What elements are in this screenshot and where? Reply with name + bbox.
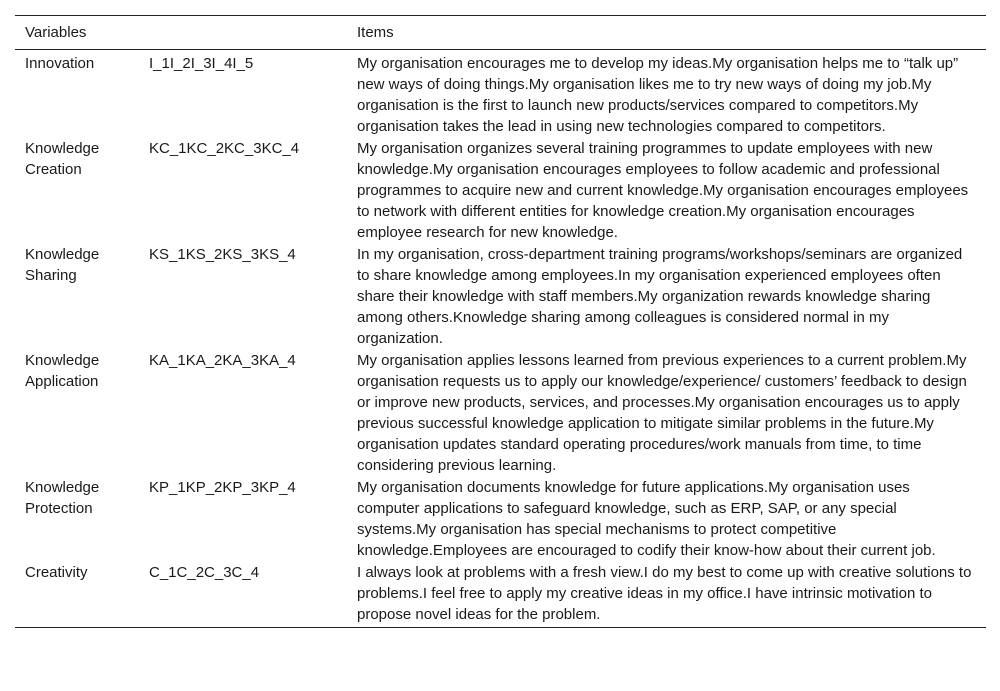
variable-cell: Knowledge Protection	[25, 479, 100, 517]
variable-cell: Knowledge Application	[25, 352, 100, 390]
table-row	[15, 137, 986, 243]
table-row	[15, 50, 986, 138]
table-row	[15, 349, 986, 476]
table-row	[15, 561, 986, 628]
code-cell: KC_1KC_2KC_3KC_4	[149, 140, 300, 157]
variable-cell: Knowledge Creation	[25, 140, 100, 178]
variable-cell: Innovation	[25, 55, 95, 72]
code-cell: I_1I_2I_3I_4I_5	[149, 55, 254, 72]
header-codes	[139, 16, 347, 50]
items-cell: My organisation applies lessons learned from previous experiences to a current problem.My organisation requests us to apply our knowledge/experience/ customers’ feedback to design or improve new products, services, and processes.My organisation encourages us to apply previous successful knowledge application to mitigate similar problems in the future.My organisation updates standard operating procedures/work manuals from time, to time considering previous learning.	[357, 352, 967, 474]
code-cell: KA_1KA_2KA_3KA_4	[149, 352, 296, 369]
code-cell: KS_1KS_2KS_3KS_4	[149, 246, 296, 263]
header-items: Items	[347, 16, 986, 50]
items-cell: I always look at problems with a fresh view.I do my best to come up with creative solutions to problems.I feel free to apply my creative ideas in my office.I have intrinsic motivation to propose novel ideas for the problem.	[347, 561, 986, 628]
table-header-row	[15, 16, 986, 50]
variable-cell: Knowledge Sharing	[25, 246, 100, 284]
measurement-items-table	[15, 15, 986, 628]
items-cell: My organisation encourages me to develop my ideas.My organisation helps me to “talk up” new ways of doing things.My organisation likes me to try new ways of doing my job.My organisation is the first to launch new products/services compared to competitors.My organisation takes the lead in using new technologies compared to competitors.	[357, 55, 959, 135]
items-cell: My organisation documents knowledge for future applications.My organisation uses computer applications to safeguard knowledge, such as ERP, SAP, or any special systems.My organisation has special mechanisms to protect competitive knowledge.Employees are encouraged to codify their know-how about their current job.	[357, 479, 936, 559]
variable-cell: Creativity	[15, 561, 139, 628]
table-row	[15, 243, 986, 349]
table-row	[15, 476, 986, 561]
code-cell: KP_1KP_2KP_3KP_4	[149, 479, 296, 496]
items-cell: My organisation organizes several training programmes to update employees with new knowledge.My organisation encourages employees to follow academic and professional programmes to acquire new and current knowledge.My organisation encourages employees to network with different entities for knowledge creation.My organisation encourages employee research for new knowledge.	[357, 140, 969, 241]
items-cell: In my organisation, cross-department training programs/workshops/seminars are organized to share knowledge among employees.In my organisation experienced employees often share their knowledge with staff members.My organization rewards knowledge sharing among others.Knowledge sharing among colleagues is considered normal in my organization.	[357, 246, 963, 347]
code-cell: C_1C_2C_3C_4	[139, 561, 347, 628]
header-variables: Variables	[15, 16, 139, 50]
